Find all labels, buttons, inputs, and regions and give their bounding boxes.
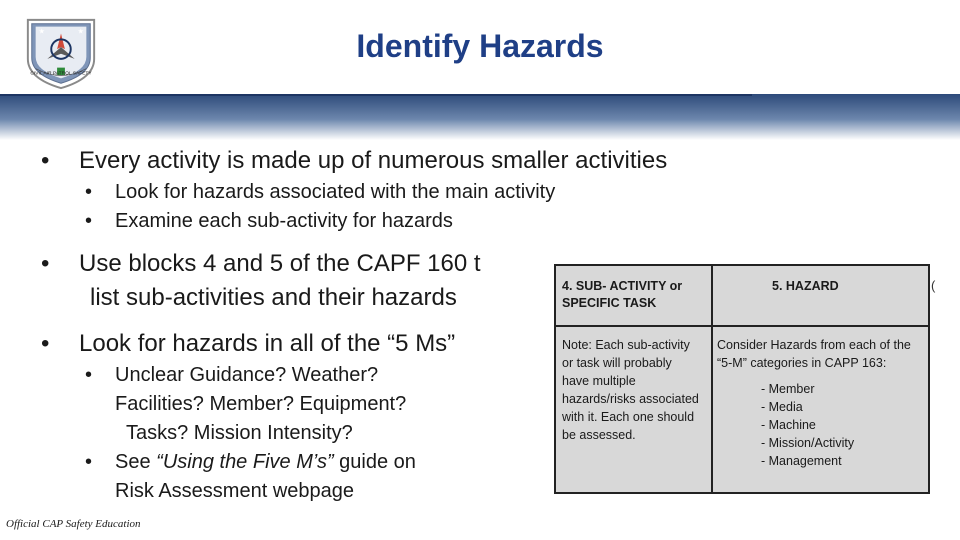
block-5-note xyxy=(717,336,911,372)
block-4-header xyxy=(562,278,682,312)
bullet-marker: • xyxy=(85,451,93,473)
bullet-marker: • xyxy=(85,364,93,386)
slide-title: Identify Hazards xyxy=(356,28,604,64)
bullet-2 xyxy=(41,247,481,280)
footer-text: Official CAP Safety Education xyxy=(6,518,141,530)
form-cropped-edge-glyph: ( xyxy=(931,278,936,293)
logo-text: CIVIL AIR PATROL SAFETY xyxy=(30,71,92,77)
block-4-note-line: or task will probably xyxy=(562,356,672,370)
block-4-header-line-1: 4. SUB- ACTIVITY or xyxy=(562,279,683,293)
bullet-marker: • xyxy=(41,250,50,277)
block-4-note xyxy=(562,336,699,444)
svg-text:★: ★ xyxy=(38,28,45,36)
block-4-note-line: Note: Each sub-activity xyxy=(562,338,690,352)
category-member: - Member xyxy=(761,382,815,396)
category-mission: - Mission/Activity xyxy=(761,436,855,450)
bullet-3-sub-2 xyxy=(85,448,416,477)
form-column-divider xyxy=(711,266,713,492)
bullet-3-sub-2-guide-title: “Using the Five M’s” xyxy=(156,451,334,473)
header-rule xyxy=(0,94,752,96)
form-header-divider xyxy=(556,325,928,327)
bullet-2-line-2: list sub-activities and their hazards xyxy=(90,284,457,311)
bullet-1 xyxy=(41,144,668,177)
category-media: - Media xyxy=(761,400,803,414)
category-management: - Management xyxy=(761,454,842,468)
bullet-marker: • xyxy=(85,210,93,232)
bullet-3-sub-1-line-2: Facilities? Member? Equipment? xyxy=(115,393,407,415)
cap-safety-logo-icon xyxy=(22,14,100,92)
bullet-1-sub-1 xyxy=(85,178,556,207)
bullet-marker: • xyxy=(41,147,50,174)
bullet-3-sub-2-post: guide on xyxy=(333,451,416,473)
bullet-3-sub-1-line-3: Tasks? Mission Intensity? xyxy=(126,422,353,444)
category-machine: - Machine xyxy=(761,418,816,432)
block-4-note-line: have multiple xyxy=(562,374,636,388)
block-4-note-line: be assessed. xyxy=(562,428,636,442)
block-5-header: 5. HAZARD xyxy=(772,279,839,293)
form-table xyxy=(554,264,930,494)
bullet-1-sub-2 xyxy=(85,207,453,236)
bullet-marker: • xyxy=(41,330,50,357)
bullet-3-sub-1 xyxy=(85,361,379,390)
bullet-3-sub-2-pre: See xyxy=(115,451,157,473)
block-5-note-line: “5-M” categories in CAPP 163: xyxy=(717,356,887,370)
capf160-form-excerpt xyxy=(546,256,940,506)
bullet-3-sub-2-line-2: Risk Assessment webpage xyxy=(115,480,355,502)
bullet-1-sub-2-text: Examine each sub-activity for hazards xyxy=(115,210,453,232)
svg-text:★: ★ xyxy=(77,28,84,36)
block-4-header-line-2: SPECIFIC TASK xyxy=(562,296,657,310)
bullet-marker: • xyxy=(85,181,93,203)
bullet-3-text: Look for hazards in all of the “5 Ms” xyxy=(79,330,456,357)
bullet-3-sub-1-line-1: Unclear Guidance? Weather? xyxy=(115,364,379,386)
five-m-category-list xyxy=(761,380,854,470)
bullet-1-sub-1-text: Look for hazards associated with the main activity xyxy=(115,181,556,203)
block-5-note-line: Consider Hazards from each of the xyxy=(717,338,911,352)
block-4-note-line: hazards/risks associated xyxy=(562,392,699,406)
bullet-2-line-1: Use blocks 4 and 5 of the CAPF 160 t xyxy=(79,250,481,277)
block-4-note-line: with it. Each one should xyxy=(562,410,695,424)
bullet-1-text: Every activity is made up of numerous smaller activities xyxy=(79,147,668,174)
header-gradient-band xyxy=(0,94,960,140)
bullet-3 xyxy=(41,327,456,360)
